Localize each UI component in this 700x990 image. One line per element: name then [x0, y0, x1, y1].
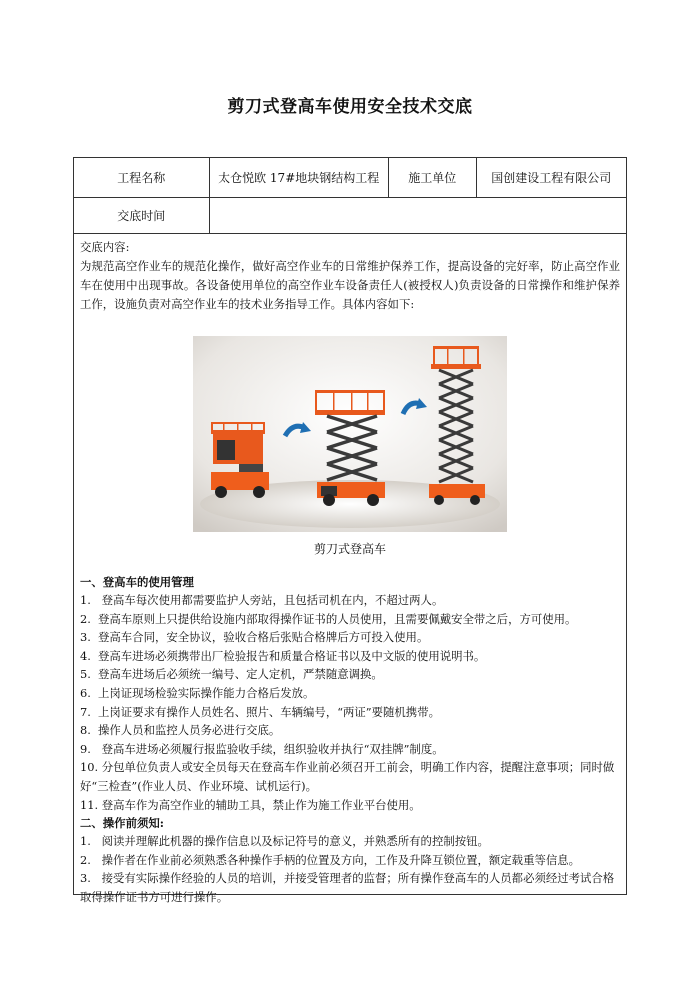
item-number: 3. [80, 871, 91, 886]
content-heading: 交底内容: [80, 240, 130, 254]
item-text: 接受有实际操作经验的人员的培训，并接受管理者的监督；所有操作登高车的人员都必须经过考试合格取得操作证书方可进行操作。 [80, 871, 615, 904]
item-text: 操作人员和监控人员务必进行交底。 [98, 723, 281, 738]
item-number: 1. [80, 593, 91, 607]
list-item [80, 796, 620, 815]
intro-paragraph: 为规范高空作业车的规范化操作，做好高空作业车的日常维护保养工作，提高设备的完好率，防止高空作业车在使用中出现事故。各设备使用单位的高空作业车设备责任人(被授权人)负责设备的日常操作和维护保养工作，设施负责对高空作业车的技术业务指导工作。具体内容如下: [80, 259, 620, 311]
list-item [80, 869, 620, 906]
item-text: 操作者在作业前必须熟悉各种操作手柄的位置及方向，工作及升降互锁位置，额定载重等信息。 [98, 852, 581, 867]
item-number: 2. [80, 611, 91, 626]
list-item [80, 591, 620, 610]
scissor-lift-photo [193, 336, 507, 532]
item-text: 登高车作为高空作业的辅助工具，禁止作为施工作业平台使用。 [98, 797, 421, 812]
list-item [80, 684, 620, 703]
unit-value: 国创建设工程有限公司 [491, 171, 612, 185]
list-item [80, 758, 620, 795]
item-number: 3. [80, 630, 91, 645]
item-number: 8. [80, 723, 91, 738]
time-label: 交底时间 [74, 198, 210, 233]
section2-title: 二、操作前须知: [80, 816, 164, 831]
item-number: 9. [80, 741, 91, 756]
disclosure-table [73, 157, 627, 904]
list-item [80, 851, 620, 870]
item-text: 上岗证要求有操作人员姓名、照片、车辆编号，“两证”要随机携带。 [98, 704, 440, 719]
item-text: 登高车进场后必须统一编号、定人定机，严禁随意调换。 [98, 667, 383, 682]
item-text: 登高车进场必须履行报监验收手续，组织验收并执行“双挂牌”制度。 [98, 741, 444, 756]
item-number: 1. [80, 834, 91, 849]
list-item [80, 665, 620, 684]
unit-label: 施工单位 [389, 158, 477, 197]
item-text: 登高车原则上只提供给设施内部取得操作证书的人员使用，且需要佩戴安全带之后，方可使用。 [98, 611, 577, 626]
section2-list [80, 832, 620, 906]
lift-stowed [211, 422, 269, 498]
list-item [80, 721, 620, 740]
list-item [80, 628, 620, 647]
list-item [80, 832, 620, 851]
scissor-lift-illustration [193, 336, 507, 532]
item-text: 登高车合同，安全协议，验收合格后张贴合格牌后方可投入使用。 [98, 630, 429, 645]
item-number: 11. [80, 797, 99, 812]
item-text: 分包单位负责人或安全员每天在登高车作业前必须召开工前会，明确工作内容，提醒注意事项；同时做好“三检查”(作业人员、作业环境、试机运行)。 [80, 760, 615, 793]
item-number: 7. [80, 704, 91, 719]
time-value [210, 198, 626, 233]
item-number: 4. [80, 648, 91, 663]
item-text: 登高车进场必须携带出厂检验报告和质量合格证书以及中文版的使用说明书。 [98, 648, 486, 663]
list-item [80, 740, 620, 759]
item-number: 2. [80, 852, 91, 867]
item-number: 5. [80, 667, 91, 682]
project-value: 太仓悦欧 17#地块钢结构工程 [210, 158, 389, 197]
document-title: 剪刀式登高车使用安全技术交底 [227, 97, 473, 117]
item-text: 上岗证现场检验实际操作能力合格后发放。 [98, 685, 315, 700]
item-text: 阅读并理解此机器的操作信息以及标记符号的意义，并熟悉所有的控制按钮。 [98, 834, 489, 849]
item-number: 10. [80, 760, 99, 775]
list-item [80, 647, 620, 666]
time-row [74, 198, 626, 234]
section1-list [80, 591, 620, 814]
item-number: 6. [80, 685, 91, 700]
project-row [74, 158, 626, 198]
section1-title: 一、登高车的使用管理 [80, 575, 194, 589]
project-label: 工程名称 [74, 158, 210, 197]
list-item [80, 703, 620, 722]
list-item [80, 610, 620, 629]
image-caption: 剪刀式登高车 [313, 542, 386, 556]
content-cell [74, 234, 626, 904]
item-text: 登高车每次使用都需要监护人旁站，且包括司机在内，不超过两人。 [98, 593, 444, 607]
